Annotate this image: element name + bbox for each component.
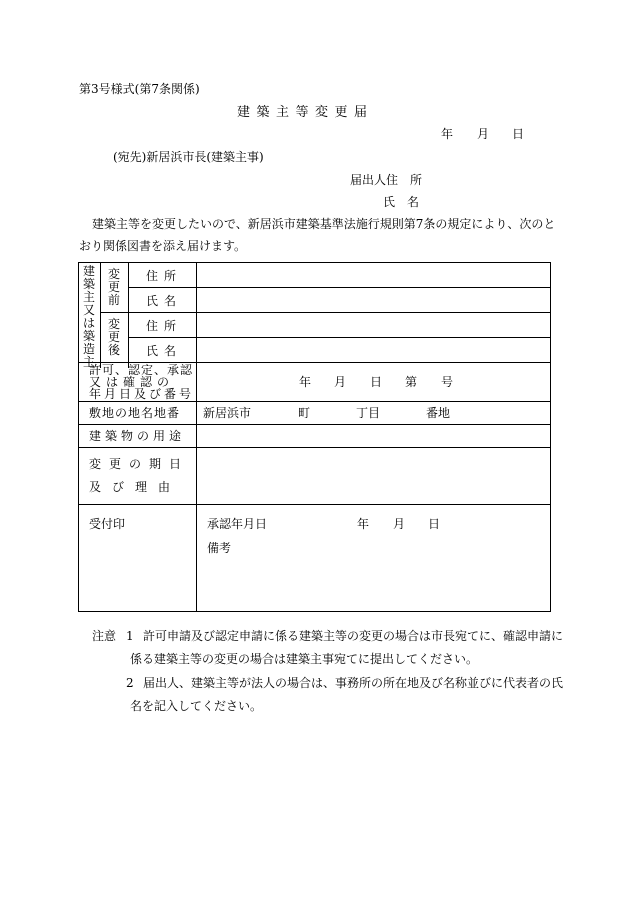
form-number: 第3号様式(第7条関係) [79,82,200,96]
note-1-line-2: 係る建築主等の変更の場合は建築主事宛てに提出してください。 [130,652,479,666]
note-2-line-1: 届出人、建築主等が法人の場合は、事務所の所在地及び名称並びに代表者の氏 [143,676,564,690]
after-address-label: 住所 [146,319,183,333]
date-month: 月 [477,127,490,141]
intro-line-2: おり関係図書を添え届けます。 [79,239,247,253]
site-town: 町 [298,406,311,420]
permit-label-1: 許可、認定、承認 [89,363,194,377]
before-label: 変更前 [107,267,120,307]
page-title: 建築主等変更届 [237,105,374,120]
intro-line-1: 建築主等を変更したいので、新居浜市建築基準法施行規則第7条の規定により、次のと [92,217,556,231]
site-banchi: 番地 [426,406,451,420]
site-chome: 丁目 [356,406,381,420]
before-address-label: 住所 [146,269,183,283]
permit-day: 日 [370,375,383,389]
permit-go: 号 [441,375,454,389]
reason-label-2: 及び理由 [89,480,182,494]
site-city: 新居浜市 [203,406,252,420]
addressee: (宛先)新居浜市長(建築主事) [113,150,264,164]
before-name-label: 氏名 [146,294,183,308]
owner-header: 建築主又は築造主 [82,264,95,369]
after-name-label: 氏名 [146,344,183,358]
permit-label-3: 年月日及び番号 [89,387,195,401]
note-1-number: 1 [126,629,134,643]
stamp-label: 受付印 [89,517,126,531]
approval-year: 年 [357,517,370,531]
permit-month: 月 [334,375,347,389]
approval-month: 月 [393,517,406,531]
reason-label-1: 変更の期日 [89,457,190,471]
date-day: 日 [512,127,525,141]
approval-day: 日 [428,517,441,531]
applicant-name-label: 氏 名 [383,195,420,209]
permit-no: 第 [405,375,418,389]
applicant-address-label: 届出人住 所 [350,173,423,187]
remarks-label: 備考 [207,541,232,555]
use-label: 建築物の用途 [89,429,186,443]
notes-heading: 注意 [92,629,117,643]
permit-year: 年 [299,375,312,389]
form-table [78,262,551,612]
approval-label: 承認年月日 [207,517,268,531]
site-label: 敷地の地名地番 [89,406,181,420]
date-year: 年 [441,127,454,141]
permit-label-2: 又は確認の [89,375,175,389]
after-label: 変更後 [107,317,120,357]
note-2-number: 2 [126,676,134,690]
note-1-line-1: 許可申請及び認定申請に係る建築主等の変更の場合は市長宛てに、確認申請に [143,629,564,643]
note-2-line-2: 名を記入してください。 [130,699,263,713]
